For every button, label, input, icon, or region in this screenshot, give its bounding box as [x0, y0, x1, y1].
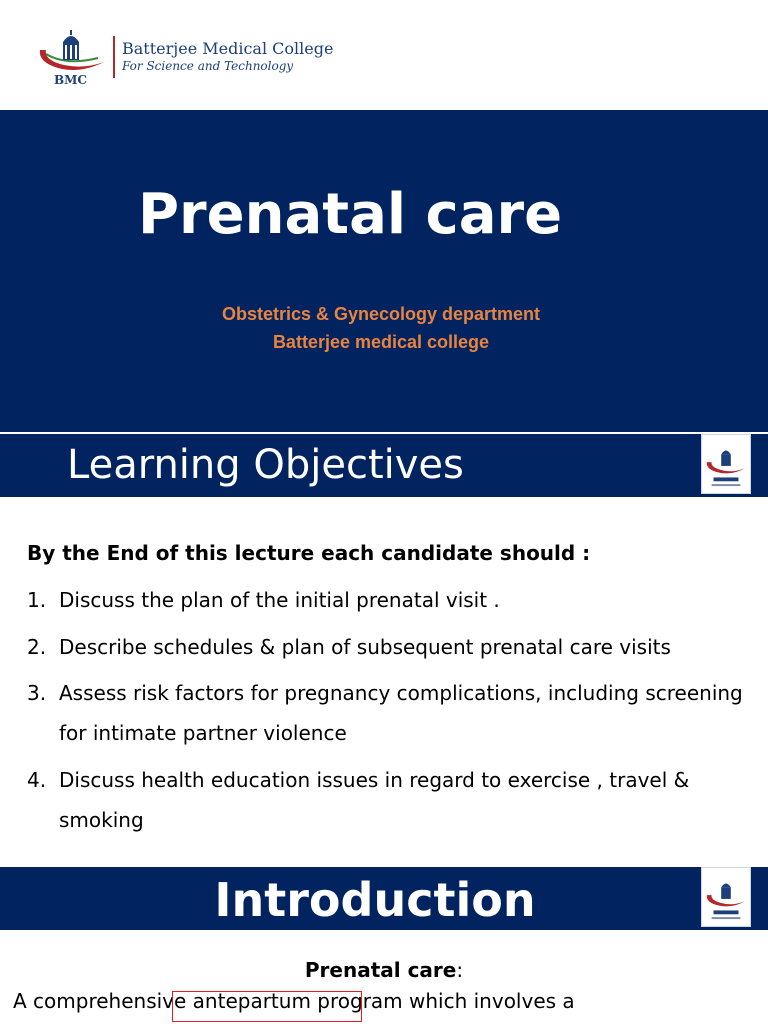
college-name: Batterjee Medical College [122, 39, 334, 58]
objective-text: Assess risk factors for pregnancy complications, including screening for intimate partner violence [59, 681, 743, 745]
term-label: Prenatal care [304, 958, 457, 982]
bmc-logo-icon [36, 28, 108, 86]
bmc-badge-icon [701, 867, 751, 927]
objective-text: Describe schedules & plan of subsequent prenatal care visits [59, 635, 671, 659]
objective-item [27, 627, 759, 667]
lecture-title: Prenatal care [138, 182, 563, 247]
objective-number: 4. [27, 768, 47, 792]
objective-number: 3. [27, 681, 47, 705]
logo-abbrev: BMC [54, 73, 87, 86]
lecture-subtitle [0, 300, 762, 356]
college-tagline: For Science and Technology [122, 59, 294, 73]
objective-item [27, 673, 759, 753]
definition-term [0, 958, 768, 982]
objective-item [27, 760, 759, 840]
title-slide-header [0, 0, 768, 110]
objective-item [27, 580, 759, 620]
department-line: Obstetrics & Gynecology department [221, 304, 541, 324]
objective-text: Discuss health education issues in regard to exercise , travel & smoking [59, 768, 690, 832]
college-logo [36, 28, 334, 88]
learning-objectives-header [0, 434, 768, 497]
objective-text: Discuss the plan of the initial prenatal visit . [59, 588, 500, 612]
term-suffix: : [456, 958, 464, 982]
objective-number: 2. [27, 635, 47, 659]
objectives-lead: By the End of this lecture each candidate should : [27, 541, 591, 565]
logo-divider [113, 36, 115, 78]
bmc-badge-icon [701, 434, 751, 494]
definition-text: A comprehensive antepartum program which involves a [13, 989, 575, 1013]
college-line: Batterjee medical college [272, 332, 490, 352]
objective-number: 1. [27, 588, 47, 612]
title-band [0, 110, 768, 432]
annotation-highlight-box [172, 991, 362, 1022]
section-title: Introduction [214, 873, 536, 927]
introduction-header [0, 867, 768, 930]
section-title: Learning Objectives [67, 442, 464, 488]
